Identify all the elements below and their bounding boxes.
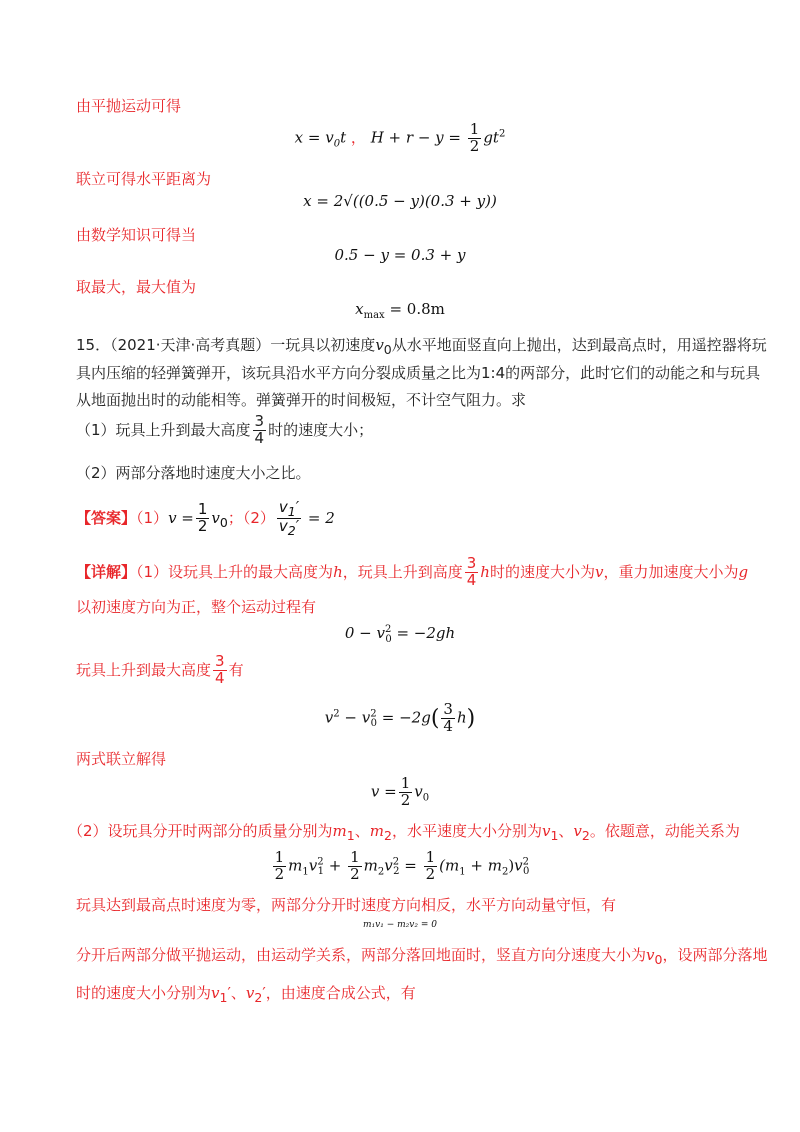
equation-condition: 0.5 − y = 0.3 + y xyxy=(334,246,466,264)
detail-line: 玩具上升到最大高度 $\frac{3}{4}$ 有 xyxy=(76,652,244,687)
equation-velocity: v = $\frac{1}{2}$ $v_0$ xyxy=(370,774,430,809)
text-line: 联立可得水平距离为 xyxy=(76,170,212,188)
detail-line: 两式联立解得 xyxy=(76,750,167,768)
equation-max: $x_{max} = 0.8m$ xyxy=(355,300,445,321)
question-line: 15．（2021·天津·高考真题）一玩具以初速度$v_0$从水平地面竖直向上抛出，达到最高点时，用遥控器将玩 xyxy=(76,336,767,357)
detail-line: 时的速度大小分别为$v_1'$、$v_2'$，由速度合成公式，有 xyxy=(76,984,416,1005)
equation-energy: $0 - v^2_0 = -2gh$ xyxy=(344,624,456,645)
detail-line: 分开后两部分做平抛运动，由运动学关系，两部分落回地面时，竖直方向分速度大小为$v_0$，设两部分落地 xyxy=(76,946,768,967)
equation-projectile: $x = v_0t$ ， H + r − y = $\frac{1}{2}$ $gt^2$ xyxy=(294,120,506,155)
equation-distance: x = 2√((0.5 − y)(0.3 + y)) xyxy=(303,192,497,210)
equation-momentum: m₁v₁ − m₂v₂ = 0 xyxy=(363,920,437,930)
text-line: 由数学知识可得当 xyxy=(76,226,197,244)
answer-line: 【答案】（1）v = $\frac{1}{2}$ $v_0$；（2） $\frac{v_1'}{v_2'}$ = 2 xyxy=(76,498,335,539)
question-line: 从地面抛出时的动能相等。弹簧弹开的时间极短，不计空气阻力。求 xyxy=(76,391,527,409)
text-line: 由平抛运动可得 xyxy=(76,97,182,115)
detail-line: 【详解】（1）设玩具上升的最大高度为h，玩具上升到高度 $\frac{3}{4}$ h时的速度大小为v，重力加速度大小为g xyxy=(76,554,749,589)
question-sub-2: （2）两部分落地时速度大小之比。 xyxy=(76,464,311,482)
equation-kinetic: $\frac{1}{2}$ $m_1v^2_1$ + $\frac{1}{2}$ $m_2v^2_2$ = $\frac{1}{2}$ $(m_1 + m_2)v^2_0$ xyxy=(274,848,530,883)
equation-height: $v^2 - v^2_0 = -2g$( $\frac{3}{4}$ h) xyxy=(324,700,476,735)
text-line: 取最大，最大值为 xyxy=(76,278,197,296)
question-sub-1: （1）玩具上升到最大高度 $\frac{3}{4}$ 时的速度大小； xyxy=(76,412,374,447)
question-line: 具内压缩的轻弹簧弹开，该玩具沿水平方向分裂成质量之比为1:4的两部分，此时它们的动能之和与玩具 xyxy=(76,364,761,382)
detail-line: 以初速度方向为正，整个运动过程有 xyxy=(76,598,317,616)
detail-line: 玩具达到最高点时速度为零，两部分分开时速度方向相反，水平方向动量守恒，有 xyxy=(76,896,617,914)
detail-line: （2）设玩具分开时两部分的质量分别为$m_1$、$m_2$，水平速度大小分别为$v_1$、$v_2$。依题意，动能关系为 xyxy=(68,822,740,843)
